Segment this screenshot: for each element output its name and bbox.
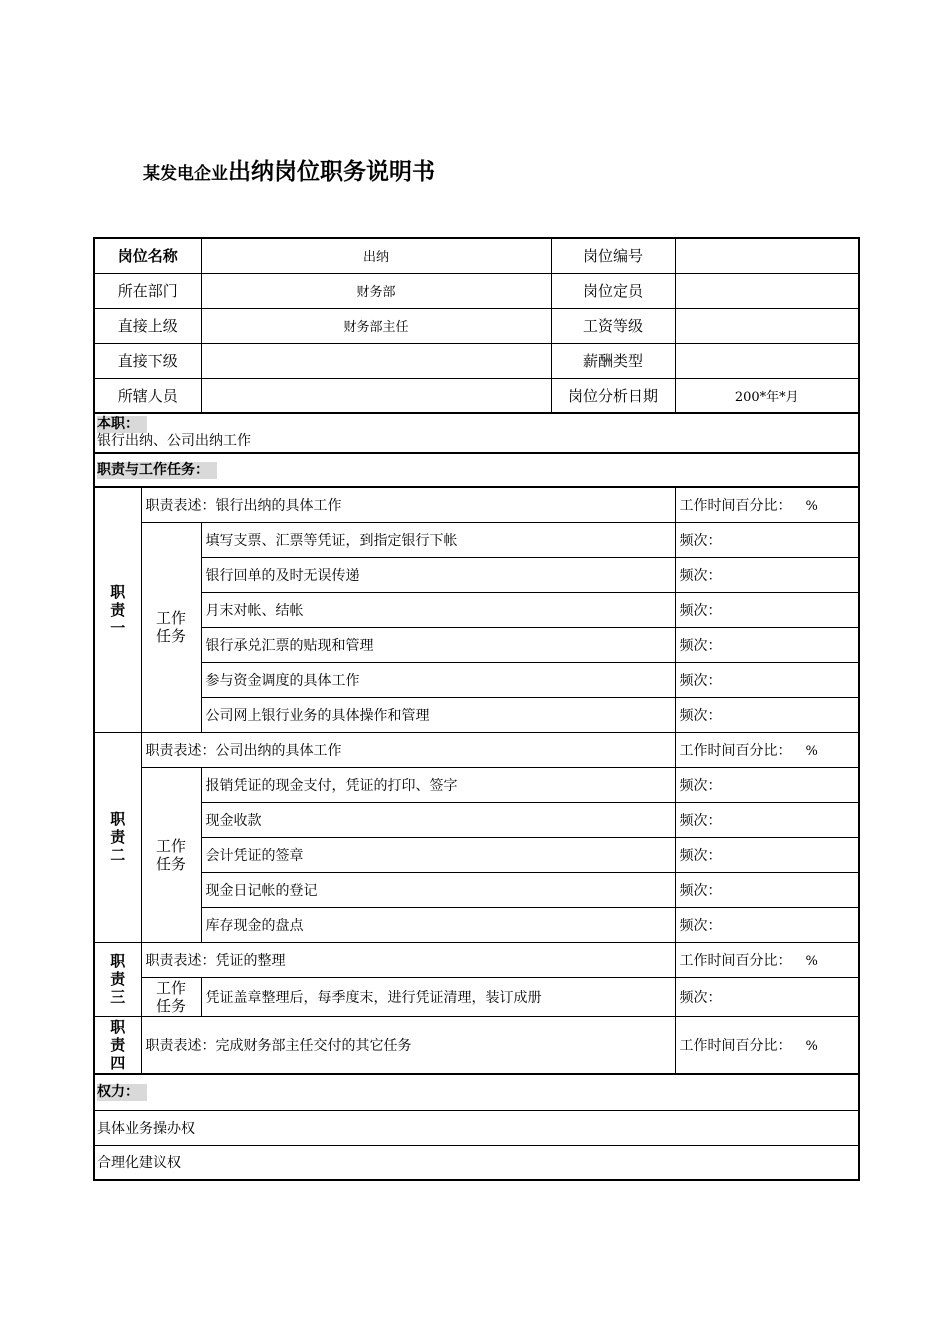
frequency: 频次： (675, 522, 859, 557)
frequency: 频次： (675, 977, 859, 1016)
frequency: 频次： (675, 662, 859, 697)
duty-description-row (94, 1016, 859, 1074)
task-text: 参与资金调度的具体工作 (201, 662, 675, 697)
basic-duty-text: 银行出纳、公司出纳工作 (97, 433, 251, 449)
info-value (675, 308, 859, 343)
info-row (94, 273, 859, 308)
task-text: 月末对帐、结帐 (201, 592, 675, 627)
task-row (94, 767, 859, 802)
task-text: 库存现金的盘点 (201, 907, 675, 942)
duty-label: 职 责 四 (94, 1016, 141, 1074)
info-label: 工资等级 (551, 308, 675, 343)
basic-duty-row (94, 413, 859, 453)
frequency: 频次： (675, 872, 859, 907)
info-label: 薪酬类型 (551, 343, 675, 378)
info-value: 200*年*月 (675, 378, 859, 413)
task-row (94, 557, 859, 592)
duty-description: 职责表述：凭证的整理 (141, 942, 675, 977)
task-row (94, 872, 859, 907)
info-row (94, 308, 859, 343)
task-label: 工作 任务 (141, 522, 201, 732)
time-percentage: 工作时间百分比： % (675, 732, 859, 767)
info-label: 岗位定员 (551, 273, 675, 308)
duties-heading-row (94, 453, 859, 487)
duty-description: 职责表述：完成财务部主任交付的其它任务 (141, 1016, 675, 1074)
title-main: 出纳岗位职务说明书 (228, 159, 435, 185)
task-text: 现金日记帐的登记 (201, 872, 675, 907)
info-value: 出纳 (201, 238, 551, 273)
info-label: 岗位分析日期 (551, 378, 675, 413)
power-item: 合理化建议权 (94, 1145, 859, 1180)
section-heading: 本职： (97, 416, 147, 433)
duty-description-row (94, 487, 859, 522)
info-row (94, 378, 859, 413)
task-text: 凭证盖章整理后，每季度末，进行凭证清理，装订成册 (201, 977, 675, 1016)
info-value (201, 343, 551, 378)
task-text: 会计凭证的签章 (201, 837, 675, 872)
frequency: 频次： (675, 907, 859, 942)
info-label: 直接上级 (94, 308, 201, 343)
task-row (94, 802, 859, 837)
task-row (94, 627, 859, 662)
task-text: 公司网上银行业务的具体操作和管理 (201, 697, 675, 732)
frequency: 频次： (675, 837, 859, 872)
task-text: 银行承兑汇票的贴现和管理 (201, 627, 675, 662)
task-row (94, 592, 859, 627)
info-value (675, 343, 859, 378)
duty-label: 职 责 三 (94, 942, 141, 1016)
task-row (94, 522, 859, 557)
info-value (675, 238, 859, 273)
title-prefix: 某发电企业 (143, 164, 228, 184)
frequency: 频次： (675, 802, 859, 837)
info-value: 财务部 (201, 273, 551, 308)
power-row (94, 1110, 859, 1145)
info-label: 所在部门 (94, 273, 201, 308)
task-row (94, 907, 859, 942)
info-value (675, 273, 859, 308)
task-text: 报销凭证的现金支付，凭证的打印、签字 (201, 767, 675, 802)
duty-label: 职 责 一 (94, 487, 141, 732)
task-text: 银行回单的及时无误传递 (201, 557, 675, 592)
duty-description-row (94, 942, 859, 977)
frequency: 频次： (675, 767, 859, 802)
duty-description-row (94, 732, 859, 767)
info-label: 所辖人员 (94, 378, 201, 413)
time-percentage: 工作时间百分比： % (675, 487, 859, 522)
frequency: 频次： (675, 592, 859, 627)
power-heading-row (94, 1074, 859, 1110)
info-label: 岗位编号 (551, 238, 675, 273)
frequency: 频次： (675, 557, 859, 592)
info-row (94, 343, 859, 378)
frequency: 频次： (675, 697, 859, 732)
job-description-table (93, 237, 860, 1181)
task-row (94, 837, 859, 872)
duty-label: 职 责 二 (94, 732, 141, 942)
task-row (94, 662, 859, 697)
power-row (94, 1145, 859, 1180)
time-percentage: 工作时间百分比： % (675, 1016, 859, 1074)
info-label: 直接下级 (94, 343, 201, 378)
task-row (94, 977, 859, 1016)
task-text: 填写支票、汇票等凭证，到指定银行下帐 (201, 522, 675, 557)
task-text: 现金收款 (201, 802, 675, 837)
task-label: 工作 任务 (141, 977, 201, 1016)
task-row (94, 697, 859, 732)
info-row (94, 238, 859, 273)
info-value: 财务部主任 (201, 308, 551, 343)
info-label: 岗位名称 (94, 238, 201, 273)
task-label: 工作 任务 (141, 767, 201, 942)
section-heading: 权力： (97, 1084, 147, 1101)
page-title (143, 155, 435, 191)
duty-description: 职责表述：公司出纳的具体工作 (141, 732, 675, 767)
info-value (201, 378, 551, 413)
time-percentage: 工作时间百分比： % (675, 942, 859, 977)
duty-description: 职责表述：银行出纳的具体工作 (141, 487, 675, 522)
section-heading: 职责与工作任务： (97, 462, 217, 479)
frequency: 频次： (675, 627, 859, 662)
power-item: 具体业务操办权 (94, 1110, 859, 1145)
